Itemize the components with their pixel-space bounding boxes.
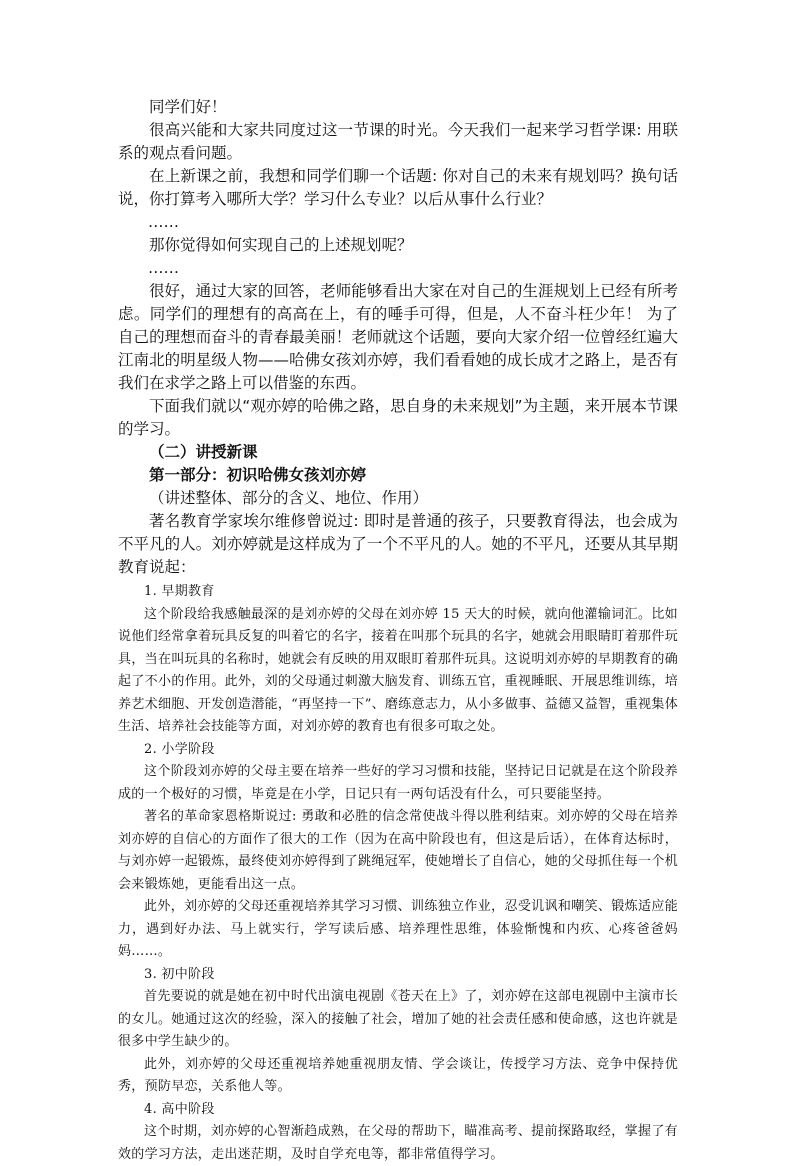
ellipsis-2: …… xyxy=(148,259,179,277)
greeting: 同学们好！ xyxy=(149,98,227,116)
stage-3-title: 3. 初中阶段 xyxy=(144,966,215,982)
section-paragraph: 著名教育学家埃尔维修曾说过: 即时是普通的孩子，只要教育得法，也会成为不平凡的人。刘亦婷就是这样成为了一个不平凡的人。她的不平凡，还要从其早期教育说起： xyxy=(118,512,678,576)
intro-paragraph-2: 在上新课之前，我想和同学们聊一个话题: 你对自己的未来有规划吗？换句话说，你打算考入哪所大学？学习什么专业？以后从事什么行业？ xyxy=(118,167,678,208)
stage-2-title: 2. 小学阶段 xyxy=(144,741,215,757)
intro-paragraph-4: 很好，通过大家的回答，老师能够看出大家在对自己的生涯规划上已经有所考虑。同学们的理想有的高高在上，有的唾手可得，但是，人不奋斗枉少年！ 为了自己的理想而奋斗的青春最美丽！老师就这个话题，要向大家介绍一位曾经红遍大江南北的明星级人物——哈佛女孩刘亦婷，我们看看她的成长成才之路上，是否有我们在求学之路上可以借鉴的东西。 xyxy=(118,282,678,392)
intro-paragraph-5: 下面我们就以“观亦婷的哈佛之路，思自身的未来规划”为主题，来开展本节课的学习。 xyxy=(118,397,678,438)
stage-3-paragraph-1: 首先要说的就是她在初中时代出演电视剧《苍天在上》了，刘亦婷在这部电视剧中主演市长的女儿。她通过这次的经验，深入的接触了社会，增加了她的社会责任感和使命感，这也许就是很多中学生缺少的。 xyxy=(118,989,678,1049)
section-heading: （二）讲授新课 xyxy=(149,443,258,461)
part-note: （讲述整体、部分的含义、地位、作用） xyxy=(149,489,429,507)
ellipsis-1: …… xyxy=(148,213,179,231)
stage-2-paragraph-1: 这个阶段刘亦婷的父母主要在培养一些好的学习习惯和技能，坚持记日记就是在这个阶段养成的一个极好的习惯，毕竟是在小学，日记只有一两句话没有什么，可只要能坚持。 xyxy=(118,764,678,802)
stage-4-paragraph: 这个时期，刘亦婷的心智渐趋成熟，在父母的帮助下，瞄准高考、提前探路取经，掌握了有效的学习方法，走出迷茫期，及时自学充电等，都非常值得学习。 xyxy=(118,1124,678,1162)
stage-2-paragraph-2: 著名的革命家恩格斯说过: 勇敢和必胜的信念常使战斗得以胜利结束。刘亦婷的父母在培养刘亦婷的自信心的方面作了很大的工作（因为在高中阶段也有，但这是后话），在体育达标时，与刘亦婷一起锻炼，最终使刘亦婷得到了跳绳冠军，使她增长了自信心，她的父母抓住每一个机会来锻炼她，更能看出这一点。 xyxy=(118,809,678,892)
stage-2-paragraph-3: 此外，刘亦婷的父母还重视培养其学习习惯、训练独立作业，忍受讥讽和嘲笑、锻炼适应能力，遇到好办法、马上就实行，学写读后感、培养理性思维，体验惭愧和内疚、心疼爸爸妈妈……。 xyxy=(118,899,678,959)
intro-paragraph-3: 那你觉得如何实现自己的上述规划呢？ xyxy=(149,236,413,254)
document-body xyxy=(118,96,678,1166)
stage-4-title: 4. 高中阶段 xyxy=(144,1101,215,1117)
stage-3-paragraph-2: 此外，刘亦婷的父母还重视培养她重视朋友情、学会谈让，传授学习方法、竞争中保持优秀，预防早恋，关系他人等。 xyxy=(118,1056,678,1094)
intro-paragraph-1: 很高兴能和大家共同度过这一节课的时光。今天我们一起来学习哲学课: 用联系的观点看问题。 xyxy=(118,121,678,162)
stage-1-paragraph: 这个阶段给我感触最深的是刘亦婷的父母在刘亦婷 15 天大的时候，就向他灌输词汇。比如说他们经常拿着玩具反复的叫着它的名字，接着在叫那个玩具的名字，她就会用眼睛盯着那件玩具，当在叫玩具的名称时，她就会有反映的用双眼盯着那件玩具。这说明刘亦婷的早期教育的确起了不小的作用。此外，刘的父母通过刺激大脑发育、训练五官，重视睡眠、开展思维训练，培养艺术细胞、开发创造潜能，“再坚持一下”、磨练意志力，从小多做事、益德又益智，重视集体生活、培养社会技能等方面，对刘亦婷的教育也有很多可取之处。 xyxy=(118,606,678,734)
part-title: 第一部分：初识哈佛女孩刘亦婷 xyxy=(149,466,367,484)
stage-1-title: 1. 早期教育 xyxy=(144,584,215,599)
